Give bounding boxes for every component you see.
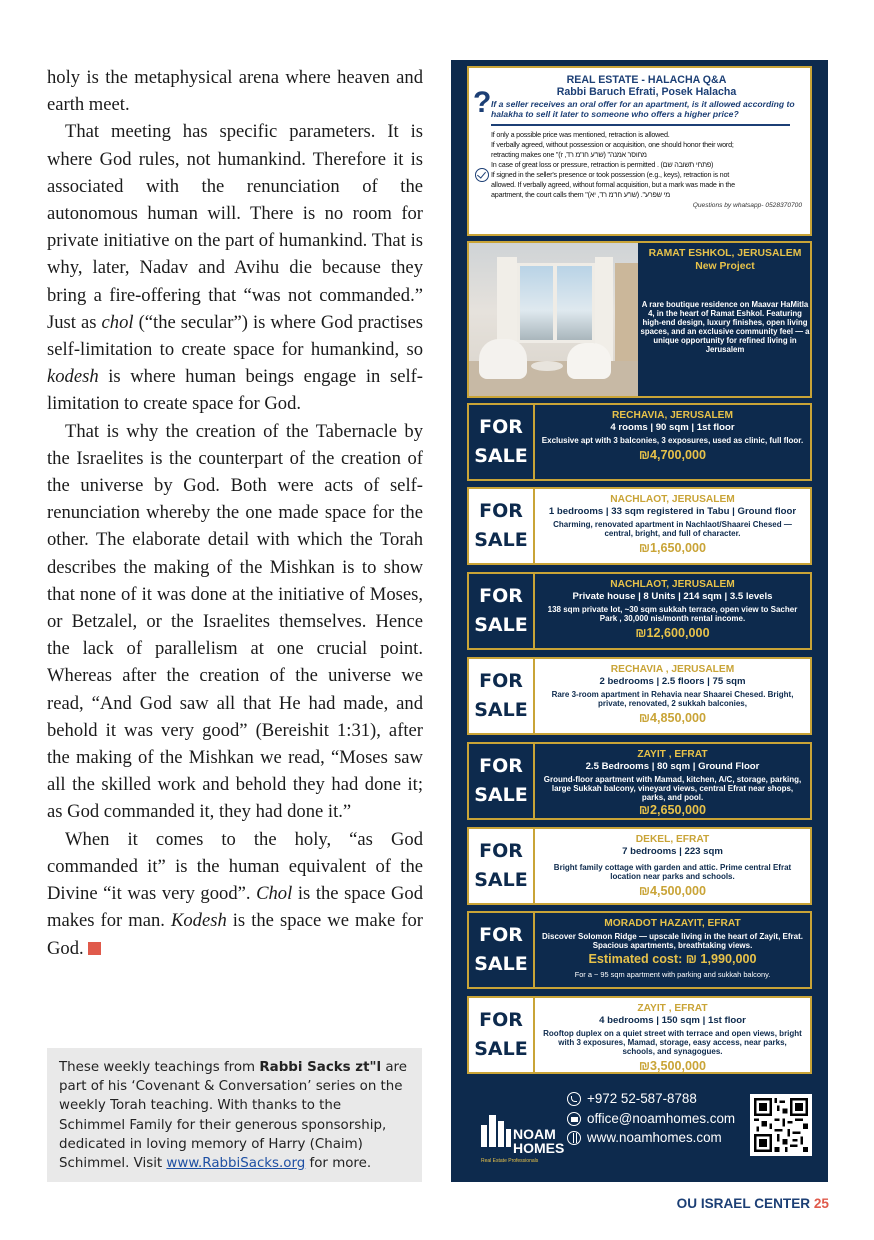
listing-location: ZAYIT , EFRAT — [637, 1003, 708, 1014]
listing-location: NACHLAOT, JERUSALEM — [610, 494, 735, 505]
contact-block — [451, 1085, 828, 1182]
interior-photo — [469, 243, 638, 396]
listing-description: Ground-floor apartment with Mamad, kitchen, A/C, storage, parking, large Sukkah balcony, vineyard views, central Efrat near shops, parks, and pool. — [543, 775, 802, 802]
website-url: www.noamhomes.com — [587, 1130, 722, 1145]
listing-specs: 4 rooms | 90 sqm | 1st floor — [610, 422, 735, 433]
listing-card[interactable] — [467, 742, 812, 820]
website-contact[interactable] — [567, 1130, 722, 1146]
for-sale-tag: FOR SALE — [469, 744, 535, 818]
listing-specs: 4 bedrooms | 150 sqm | 1st floor — [599, 1015, 746, 1026]
listing-card[interactable] — [467, 911, 812, 989]
qa-answer-line: apartment, the court calls them "מי שפרע". (שו"ע חו"מ רד, יא) — [491, 190, 670, 199]
listing-specs: 2 bedrooms | 2.5 floors | 75 sqm — [599, 676, 746, 687]
phone-icon — [567, 1092, 581, 1106]
listing-card[interactable] — [467, 996, 812, 1074]
listing-description: Exclusive apt with 3 balconies, 3 exposures, used as clinic, full floor. — [541, 436, 804, 445]
article-text: That meeting has specific parameters. It is where God rules, not humankind. Therefore it is associated with the renunciation of the autonomous human will. There is no room for private initiative on the part of humankind. That is why, later, Nadav and Avihu die because they bring a fire-offering that “was not commanded.” Just as — [47, 121, 423, 333]
article-body — [47, 64, 423, 962]
email-contact[interactable] — [567, 1111, 735, 1127]
check-icon — [475, 168, 489, 182]
for-sale-tag: FOR SALE — [469, 574, 535, 648]
credit-text: These weekly teachings from — [59, 1060, 260, 1075]
credit-text: are part of his ‘Covenant & Conversation’ series on the weekly Torah teaching. With thanks to the Schimmel Family for their generous sponsorship, dedicated in loving memory of Harry (Chaim) Schimmel. Visit — [59, 1060, 407, 1172]
project-text — [640, 247, 810, 354]
page-footer — [677, 1196, 829, 1211]
for-sale-tag: FOR SALE — [469, 659, 535, 733]
listing-price: ₪4,700,000 — [638, 448, 707, 462]
credit-box — [47, 1048, 422, 1182]
project-subtitle: New Project — [695, 261, 755, 272]
for-sale-tag: FOR SALE — [469, 829, 535, 903]
rabbisacks-link[interactable]: www.RabbiSacks.org — [166, 1156, 306, 1172]
qa-answer-line: retracting makes one "מחוסר אמנה" (שו"ע חו"מ רד, ז) — [491, 150, 647, 159]
listing-description: Charming, renovated apartment in Nachlaot/Shaarei Chesed — central, bright, and full of character. — [553, 520, 792, 538]
listing-description: Bright family cottage with garden and attic. Prime central Efrat location near parks and schools. — [553, 863, 792, 881]
listing-price: ₪4,850,000 — [638, 711, 707, 725]
listing-location: ZAYIT , EFRAT — [637, 749, 708, 760]
new-project-ad[interactable] — [467, 241, 812, 398]
listing-description: Rare 3-room apartment in Rehavia near Shaarei Chesed. Bright, private, renovated, 2 sukkah balconies, — [551, 690, 794, 708]
qa-answer-line: If signed in the seller's presence or took possession (e.g., keys), retraction is not — [491, 170, 730, 179]
article-paragraph: That is why the creation of the Tabernacle by the Israelites is the counterpart of the creation of the universe by God. Both were acts of self-renunciation whereby the one made space for the other. The elaborate detail with which the Torah describes the making of the Mishkan is to show that none of it was done at the initiative of Moses, or Betzalel, or the Israelites themselves. Hence the lack of parallelism at one crucial point. Whereas after the creation of the universe we read, “And God saw all that He had made, and behold it was very good” (Bereishit 1:31), after the making of the Mishkan we read, “Moses saw all the skilled work and behold they had done it; as God commanded it, they had done it.” — [47, 420, 423, 823]
listing-card[interactable] — [467, 657, 812, 735]
listing-price: ₪2,650,000 — [638, 803, 707, 817]
globe-icon — [567, 1131, 581, 1145]
project-description: A rare boutique residence on Maavar HaMitla 4, in the heart of Ramat Eshkol. Featuring high-end design, luxury finishes, open living spaces, and an exclusive community feel — a unique opportunity for refined living in Jerusalem — [640, 300, 810, 354]
listing-card[interactable] — [467, 827, 812, 905]
article-italic: Kodesh — [170, 910, 227, 932]
logo-tagline: Real Estate Professionals — [481, 1158, 539, 1164]
listing-specs: Private house | 8 Units | 214 sqm | 3.5 levels — [572, 591, 773, 602]
qa-divider — [491, 124, 790, 126]
project-title: RAMAT ESHKOL, JERUSALEM — [648, 248, 802, 259]
article-italic: kodesh — [47, 366, 99, 388]
credit-text: for more. — [305, 1156, 372, 1172]
listing-location: RECHAVIA, JERUSALEM — [612, 410, 733, 421]
listing-specs: 7 bedrooms | 223 sqm — [622, 846, 723, 857]
email-icon — [567, 1112, 581, 1126]
question-mark-icon: ? — [473, 86, 492, 119]
listing-card[interactable] — [467, 487, 812, 565]
listing-card[interactable] — [467, 572, 812, 650]
qa-title: REAL ESTATE - HALACHA Q&A — [566, 74, 727, 86]
listing-specs: 2.5 Bedrooms | 80 sqm | Ground Floor — [585, 761, 760, 772]
page-number: 25 — [813, 1196, 829, 1211]
end-of-article-mark — [88, 942, 101, 955]
article-text: When it comes to the holy, “as God commanded it” is the human equivalent of the Divine “it was very good”. — [47, 828, 423, 905]
listing-estimated-cost: Estimated cost: ₪ 1,990,000 — [588, 952, 757, 966]
article-text: is where human beings engage in self-limitation to create space for God. — [47, 366, 423, 415]
listing-note: For a ~ 95 sqm apartment with parking and sukkah balcony. — [574, 970, 771, 979]
for-sale-tag: FOR SALE — [469, 405, 535, 479]
listing-location: NACHLAOT, JERUSALEM — [610, 579, 735, 590]
email-address: office@noamhomes.com — [587, 1111, 736, 1126]
for-sale-tag: FOR SALE — [469, 489, 535, 563]
article-text: is the space God makes for man. — [47, 883, 423, 932]
phone-contact[interactable] — [567, 1091, 697, 1107]
logo-text: HOMES — [513, 1140, 565, 1156]
for-sale-tag: FOR SALE — [469, 913, 535, 987]
credit-author: Rabbi Sacks zt"l — [259, 1060, 382, 1075]
listing-location: MORADOT HAZAYIT, EFRAT — [604, 918, 741, 929]
article-paragraph — [47, 826, 423, 962]
qa-answer-line: If only a possible price was mentioned, retraction is allowed. — [491, 130, 670, 139]
listing-price: ₪12,600,000 — [635, 626, 710, 640]
article-paragraph — [47, 118, 423, 417]
qa-answer-line: allowed. If verbally agreed, without formal acquisition, but a mark was made in the — [491, 180, 735, 189]
listing-price: ₪4,500,000 — [638, 884, 707, 898]
article-italic: chol — [101, 311, 134, 333]
listing-specs: 1 bedrooms | 33 sqm registered in Tabu | Ground floor — [548, 506, 797, 517]
qa-answer-line: If verbally agreed, without possession or acquisition, one should honor their word; — [491, 140, 734, 149]
article-italic: Chol — [256, 883, 293, 905]
for-sale-tag: FOR SALE — [469, 998, 535, 1072]
phone-number: +972 52-587-8788 — [587, 1091, 697, 1106]
noam-homes-logo — [479, 1105, 575, 1165]
listing-price: ₪3,500,000 — [638, 1059, 707, 1073]
article-paragraph: holy is the metaphysical arena where heaven and earth meet. — [47, 67, 423, 116]
logo-text: NOAM — [513, 1126, 556, 1142]
real-estate-ad-column — [451, 60, 828, 1182]
listing-description: Discover Solomon Ridge — upscale living in the heart of Zayit, Efrat. Spacious apartments, breathtaking views. — [542, 932, 803, 950]
listing-price: ₪1,650,000 — [638, 541, 707, 555]
halacha-qa-box — [467, 66, 812, 236]
article-text: (“the secular”) is where God practises self-limitation to create space for humankind, so — [47, 311, 423, 361]
qr-code[interactable] — [750, 1094, 812, 1156]
qa-question: If a seller receives an oral offer for an apartment, is it allowed according to halakha to sell it later to someone who offers a higher price? — [491, 99, 795, 119]
listing-description: 138 sqm private lot, ~30 sqm sukkah terrace, open view to Sacher Park , 30,000 nis/month rental income. — [547, 605, 798, 623]
listing-location: DEKEL, EFRAT — [635, 834, 710, 845]
qa-whatsapp: Questions by whatsapp- 0528370700 — [692, 202, 802, 209]
listing-card[interactable] — [467, 403, 812, 481]
qa-answer-line: In case of great loss or pressure, retraction is permitted . (פתחי תשובה שם) — [491, 160, 714, 169]
listing-description: Rooftop duplex on a quiet street with terrace and open views, bright with 3 exposures, Mamad, storage, easy access, near parks, schools, and synagogues. — [543, 1029, 802, 1056]
qa-author: Rabbi Baruch Efrati, Posek Halacha — [556, 86, 737, 98]
listing-location: RECHAVIA , JERUSALEM — [610, 664, 735, 675]
publication-name: OU ISRAEL CENTER — [676, 1196, 811, 1211]
article-text: is the space we make for God. — [47, 910, 423, 959]
